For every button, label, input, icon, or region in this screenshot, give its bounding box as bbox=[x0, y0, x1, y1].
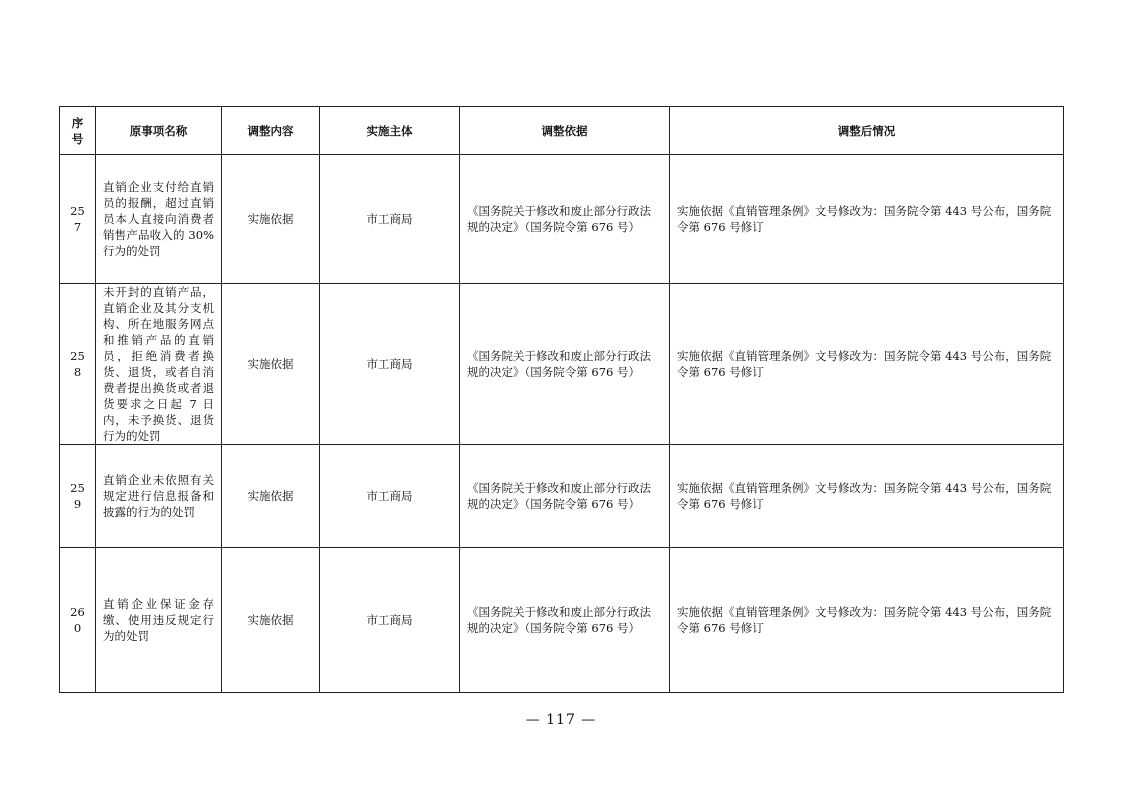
page-number: — 117 — bbox=[525, 712, 597, 728]
table-row bbox=[60, 155, 1064, 284]
table-header-row bbox=[60, 107, 1064, 155]
header-basis: 调整依据 bbox=[460, 107, 670, 155]
header-after: 调整后情况 bbox=[670, 107, 1064, 155]
cell-basis: 《国务院关于修改和废止部分行政法规的决定》（国务院令第 676 号） bbox=[460, 284, 670, 445]
cell-name: 直销企业未依照有关规定进行信息报备和披露的行为的处罚 bbox=[96, 445, 222, 548]
cell-after: 实施依据《直销管理条例》文号修改为：国务院令第 443 号公布，国务院令第 676 号修订 bbox=[670, 284, 1064, 445]
cell-seq: 260 bbox=[60, 548, 96, 693]
cell-content: 实施依据 bbox=[222, 155, 320, 284]
cell-content: 实施依据 bbox=[222, 284, 320, 445]
table-row bbox=[60, 284, 1064, 445]
cell-seq: 259 bbox=[60, 445, 96, 548]
cell-subject: 市工商局 bbox=[320, 155, 460, 284]
cell-name: 直销企业支付给直销员的报酬，超过直销员本人直接向消费者销售产品收入的 30%行为的处罚 bbox=[96, 155, 222, 284]
cell-name: 直销企业保证金存缴、使用违反规定行为的处罚 bbox=[96, 548, 222, 693]
cell-subject: 市工商局 bbox=[320, 548, 460, 693]
header-subject: 实施主体 bbox=[320, 107, 460, 155]
cell-after: 实施依据《直销管理条例》文号修改为：国务院令第 443 号公布，国务院令第 676 号修订 bbox=[670, 445, 1064, 548]
cell-basis: 《国务院关于修改和废止部分行政法规的决定》（国务院令第 676 号） bbox=[460, 548, 670, 693]
cell-seq: 258 bbox=[60, 284, 96, 445]
cell-content: 实施依据 bbox=[222, 548, 320, 693]
header-seq: 序号 bbox=[60, 107, 96, 155]
table-row bbox=[60, 445, 1064, 548]
cell-after: 实施依据《直销管理条例》文号修改为：国务院令第 443 号公布，国务院令第 676 号修订 bbox=[670, 155, 1064, 284]
adjustment-table bbox=[59, 106, 1064, 693]
cell-basis: 《国务院关于修改和废止部分行政法规的决定》（国务院令第 676 号） bbox=[460, 155, 670, 284]
header-content: 调整内容 bbox=[222, 107, 320, 155]
cell-subject: 市工商局 bbox=[320, 445, 460, 548]
cell-subject: 市工商局 bbox=[320, 284, 460, 445]
cell-basis: 《国务院关于修改和废止部分行政法规的决定》（国务院令第 676 号） bbox=[460, 445, 670, 548]
cell-seq: 257 bbox=[60, 155, 96, 284]
cell-after: 实施依据《直销管理条例》文号修改为：国务院令第 443 号公布，国务院令第 676 号修订 bbox=[670, 548, 1064, 693]
table-row bbox=[60, 548, 1064, 693]
header-name: 原事项名称 bbox=[96, 107, 222, 155]
cell-content: 实施依据 bbox=[222, 445, 320, 548]
cell-name: 未开封的直销产品，直销企业及其分支机构、所在地服务网点和推销产品的直销员，拒绝消费者换货、退货，或者自消费者提出换货或者退货要求之日起 7 日内，未予换货、退货行为的处罚 bbox=[96, 284, 222, 445]
